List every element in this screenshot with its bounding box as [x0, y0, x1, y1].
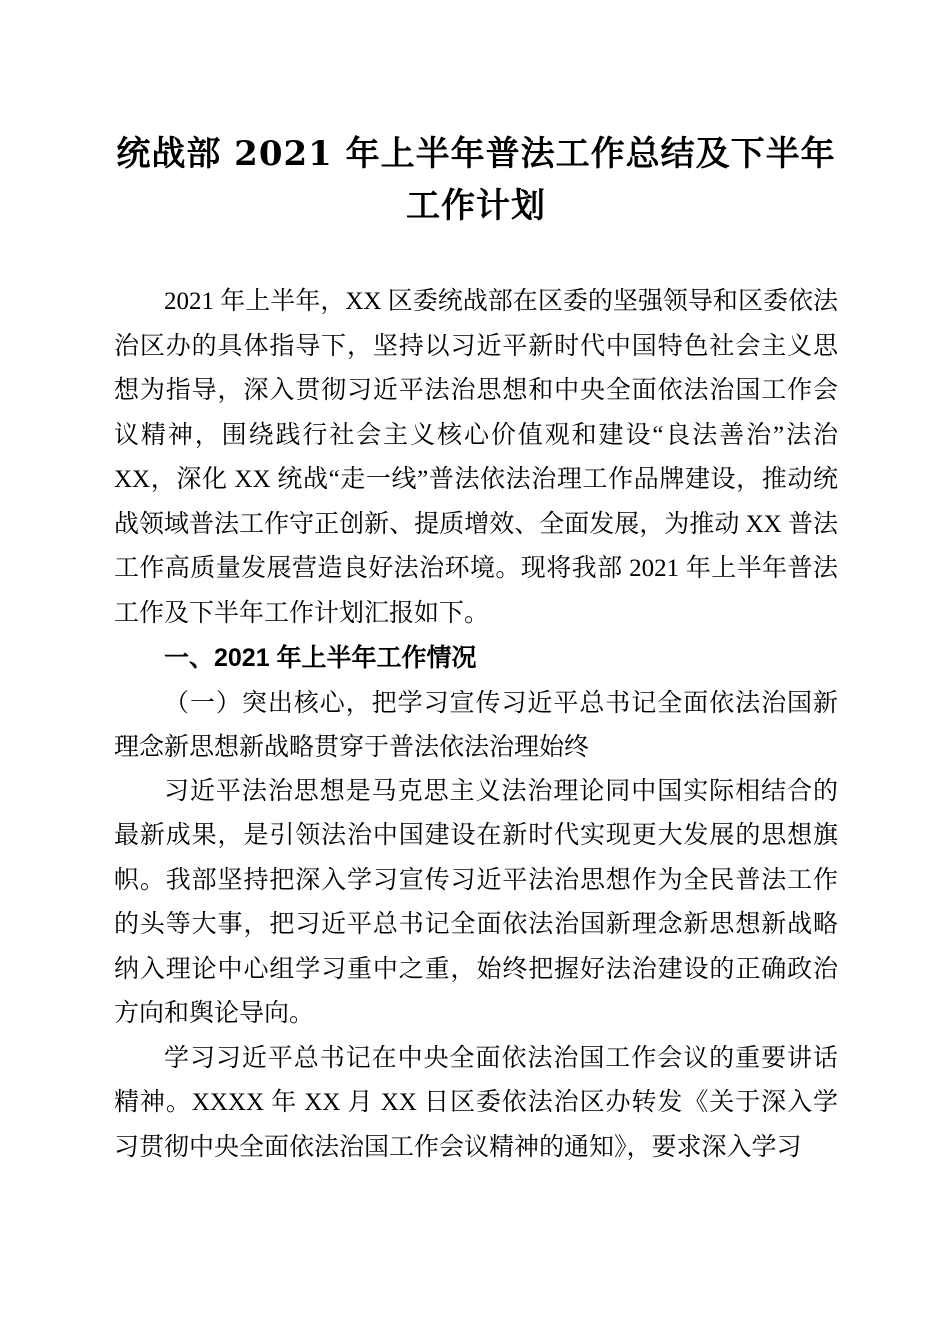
- section1-paragraph-2: 学习习近平总书记在中央全面依法治国工作会议的重要讲话精神。XXXX 年 XX 月 XX 日区委依法治区办转发《关于深入学习贯彻中央全面依法治国工作会议精神的通知》，要求深入学习: [114, 1044, 838, 1161]
- intro-paragraph: 2021 年上半年，XX 区委统战部在区委的坚强领导和区委依法治区办的具体指导下，坚持以习近平新时代中国特色社会主义思想为指导，深入贯彻习近平法治思想和中央全面依法治国工作会议精神，围绕践行社会主义核心价值观和建设“良法善治”法治 XX，深化 XX 统战“走一线”普法依法治理工作品牌建设，推动统战领域普法工作守正创新、提质增效、全面发展，为推动 XX 普法工作高质量发展营造良好法治环境。现将我部 2021 年上半年普法工作及下半年工作计划汇报如下。: [114, 288, 838, 627]
- section1-subheading: （一）突出核心，把学习宣传习近平总书记全面依法治国新理念新思想新战略贯穿于普法依法治理始终: [114, 687, 838, 761]
- section1-paragraph-1: 习近平法治思想是马克思主义法治理论同中国实际相结合的最新成果，是引领法治中国建设在新时代实现更大发展的思想旗帜。我部坚持把深入学习宣传习近平法治思想作为全民普法工作的头等大事，把习近平总书记全面依法治国新理念新思想新战略纳入理论中心组学习重中之重，始终把握好法治建设的正确政治方向和舆论导向。: [114, 777, 838, 1027]
- document-title: 统战部 2021 年上半年普法工作总结及下半年工作计划: [116, 134, 836, 226]
- section1-heading: 一、2021 年上半年工作情况: [164, 644, 477, 672]
